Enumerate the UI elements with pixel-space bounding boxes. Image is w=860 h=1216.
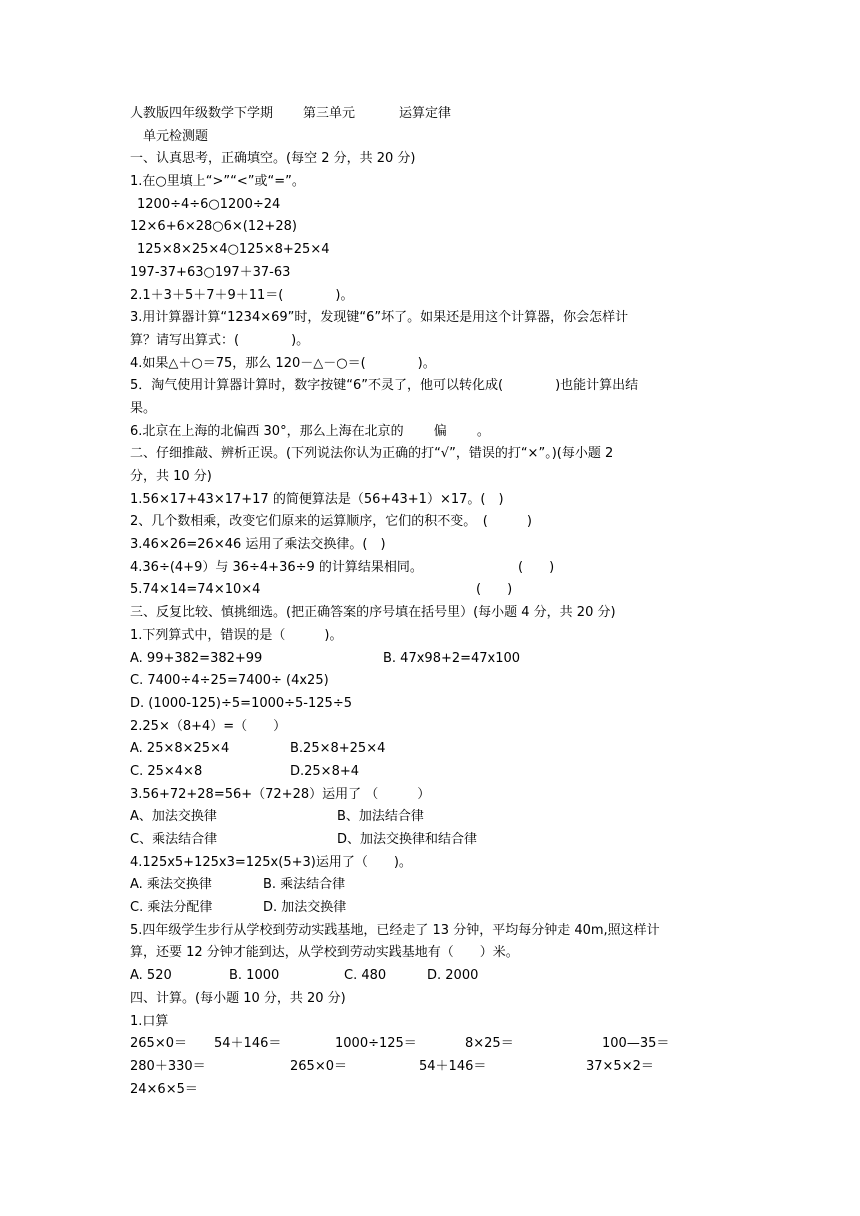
s3-q2-option-b: B.25×8+25×4: [290, 741, 386, 757]
s1-question-1: 1.在○里填上“>”“<”或“=”。: [130, 174, 305, 190]
s3-q5-option-c: C. 480: [344, 968, 387, 984]
s3-question-5-line2: 算，还要 12 分钟才能到达，从学校到劳动实践基地有（ ）米。: [130, 945, 519, 961]
s1-question-5-line2: 果。: [130, 400, 157, 416]
s1-question-3-line1: 3.用计算器计算“1234×69”时，发现键“6”坏了。如果还是用这个计算器，你会怎样计: [130, 310, 629, 326]
s4-mental-row-3: [130, 1079, 730, 1102]
s3-q5-option-b: B. 1000: [229, 968, 280, 984]
s4-r3-item: 24×6×5＝: [130, 1081, 198, 1097]
s1-question-5-line1: 5．淘气使用计算器计算时，数字按键“6”不灵了，他可以转化成( )也能计算出结: [130, 378, 639, 394]
s2-q4-answer-paren: ( ): [518, 559, 555, 575]
section-1-heading: 一、认真思考，正确填空。(每空 2 分，共 20 分): [130, 151, 416, 167]
section-2-heading-line2: 分，共 10 分): [130, 469, 212, 484]
worksheet-body: [130, 103, 730, 1101]
s3-q4-option-d: D. 加法交换律: [263, 900, 347, 916]
s3-q2-option-d: D.25×8+4: [290, 763, 360, 779]
s3-q1-option-d: D. (1000-125)÷5=1000÷5-125÷5: [130, 695, 352, 711]
title-topic: 运算定律: [399, 106, 452, 121]
s1-q1-item-b: 12×6+6×28○6×(12+28): [130, 219, 297, 235]
s4-r1-item: 100—35＝: [602, 1036, 670, 1052]
s2-question-3: 3.46×26=26×46 运用了乘法交换律。( ): [130, 537, 386, 553]
s3-q3-option-c: C、乘法结合律: [130, 832, 218, 847]
s3-q4-options-cd: [130, 897, 730, 920]
s1-q1-item-a: 1200÷4÷6○1200÷24: [137, 196, 281, 212]
s2-question-5: [130, 579, 730, 602]
s3-q4-option-a: A. 乘法交换律: [130, 877, 212, 893]
s3-q1-option-b: B. 47x98+2=47x100: [383, 650, 521, 666]
s3-q4-options-ab: [130, 874, 730, 897]
subtitle: 单元检测题: [143, 128, 209, 144]
s4-r2-item: 54＋146＝: [419, 1058, 487, 1074]
s4-question-1: 1.口算: [130, 1013, 169, 1029]
title-grade: 人教版四年级数学下学期: [130, 106, 274, 121]
s3-q1-option-a: A. 99+382=382+99: [130, 650, 263, 666]
s3-q1-options-ab: [130, 648, 730, 671]
s3-q2-option-c: C. 25×4×8: [130, 763, 203, 779]
s3-q3-option-b: B、加法结合律: [337, 809, 424, 825]
s3-question-4: 4.125x5+125x3=125x(5+3)运用了（ )。: [130, 854, 412, 870]
s3-q4-option-c: C. 乘法分配律: [130, 900, 213, 916]
s2-question-1: 1.56×17+43×17+17 的简便算法是（56+43+1）×17。( ): [130, 491, 504, 507]
s3-q2-options-cd: [130, 761, 730, 784]
s4-r2-item: 265×0＝: [290, 1058, 347, 1074]
s3-q2-option-a: A. 25×8×25×4: [130, 741, 230, 757]
s3-question-1: 1.下列算式中，错误的是（ )。: [130, 627, 343, 643]
s3-q2-options-ab: [130, 738, 730, 761]
section-2-heading-line1: 二、仔细推敲、辨析正误。(下列说法你认为正确的打“√”，错误的打“×”。)(每小题 2: [130, 446, 614, 462]
s4-r1-item: 8×25＝: [465, 1036, 514, 1052]
s2-q4-text: 4.36÷(4+9）与 36÷4+36÷9 的计算结果相同。: [130, 559, 423, 575]
s1-q1-item-d: 197-37+63○197＋37-63: [130, 264, 291, 280]
s1-question-3-line2: 算？请写出算式：( )。: [130, 332, 310, 348]
s3-q3-option-d: D、加法交换律和结合律: [337, 832, 478, 847]
s4-r2-item: 37×5×2＝: [586, 1058, 654, 1074]
s4-r2-item: 280＋330＝: [130, 1058, 206, 1074]
s3-q3-option-a: A、加法交换律: [130, 809, 217, 825]
s1-question-2: 2.1＋3＋5＋7＋9＋11＝( )。: [130, 287, 354, 303]
s3-question-5-line1: 5.四年级学生步行从学校到劳动实践基地，已经走了 13 分钟，平均每分钟走 40m,照这样计: [130, 922, 660, 938]
s3-q5-options: [130, 965, 730, 988]
section-3-heading: 三、反复比较、慎挑细选。(把正确答案的序号填在括号里）(每小题 4 分，共 20 分): [130, 605, 616, 621]
s4-r1-item: 1000÷125＝: [335, 1036, 417, 1052]
s3-q5-option-a: A. 520: [130, 968, 172, 984]
s3-q3-options-cd: [130, 829, 730, 852]
section-4-heading: 四、计算。(每小题 10 分，共 20 分): [130, 990, 346, 1006]
s1-q1-item-c: 125×8×25×4○125×8+25×4: [137, 242, 330, 258]
s4-mental-row-1: [130, 1033, 730, 1056]
s1-question-4: 4.如果△＋○＝75，那么 120－△－○＝( )。: [130, 355, 436, 371]
s1-question-6: 6.北京在上海的北偏西 30°，那么上海在北京的 偏 。: [130, 423, 490, 439]
s3-q1-option-c: C. 7400÷4÷25=7400÷ (4x25): [130, 673, 329, 689]
s2-question-4: [130, 557, 730, 580]
title-line: [130, 103, 730, 126]
s4-r1-item: 54＋146＝: [214, 1036, 282, 1052]
s3-question-2: 2.25×（8+4）=（ ）: [130, 718, 287, 734]
s3-q3-options-ab: [130, 806, 730, 829]
s4-r1-item: 265×0＝: [130, 1036, 187, 1052]
title-unit: 第三单元: [303, 106, 356, 121]
s3-question-3: 3.56+72+28=56+（72+28）运用了 （ ）: [130, 786, 431, 802]
s4-mental-row-2: [130, 1056, 730, 1079]
s3-q5-option-d: D. 2000: [427, 968, 479, 984]
s2-q5-answer-paren: ( ): [476, 582, 513, 598]
s3-q4-option-b: B. 乘法结合律: [263, 877, 346, 893]
s2-question-2: 2、几个数相乘，改变它们原来的运算顺序，它们的积不变。 ( ): [130, 514, 532, 530]
s2-q5-text: 5.74×14=74×10×4: [130, 582, 261, 598]
